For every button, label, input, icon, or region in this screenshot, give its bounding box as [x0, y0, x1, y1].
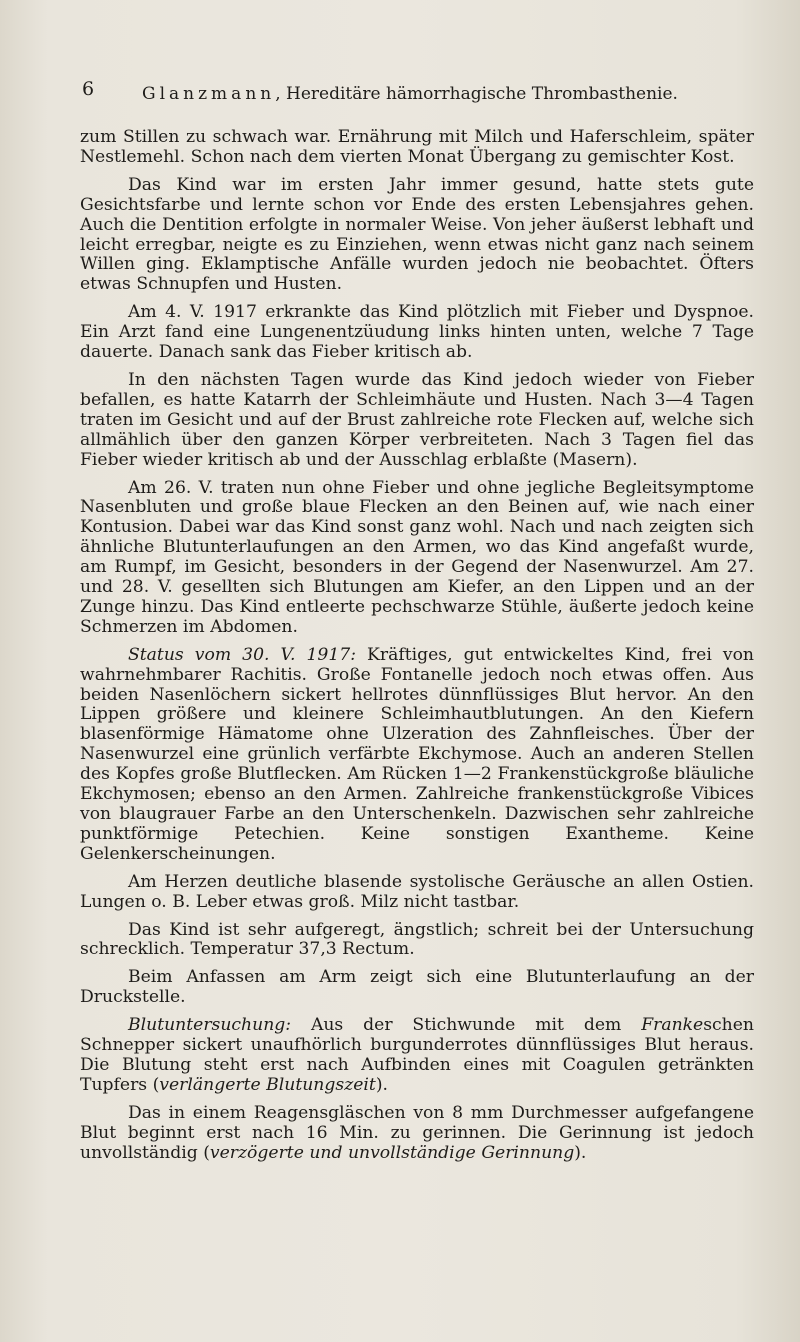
italic-term: verlängerte Blutungszeit — [159, 1074, 376, 1095]
status-paragraph: Status vom 30. V. 1917: Kräftiges, gut entwickeltes Kind, frei von wahrnehmbarer Rachitis. Große Fontanelle jedoch noch etwas offen. Aus beiden Nasenlöchern sickert hellrotes dünnflüssiges Blut hervor. An den Lippen größere und kleinere Schleimhautblutungen. An den Kiefern blasenförmige Hämatome ohne Ulzeration des Zahnfleisches. Über der Nasenwurzel eine grünlich verfärbte Ekchymose. Auch an anderen Stellen des Kopfes große Blutflecken. Am Rücken 1—2 Frankenstückgroße bläuliche Ekchymosen; ebenso an den Armen. Zahlreiche frankenstückgroße Vibices von blaugrauer Farbe an den Unterschenkeln. Dazwischen sehr zahlreiche punktförmige Petechien. Keine sonstigen Exantheme. Keine Gelenkerscheinungen. — [80, 644, 754, 864]
paragraph: Am 26. V. traten nun ohne Fieber und ohne jegliche Begleitsymptome Nasenbluten und große blaue Flecken an den Beinen auf, wie nach einer Kontusion. Dabei war das Kind sonst ganz wohl. Nach und nach zeigten sich ähnliche Blutunterlaufungen an den Armen, wo das Kind angefaßt wurde, am Rumpf, im Gesicht, besonders in der Gegend der Nasenwurzel. Am 27. und 28. V. gesellten sich Blutungen am Kiefer, an den Lippen und an der Zunge hinzu. Das Kind entleerte pechschwarze Stühle, äußerte jedoch keine Schmerzen im Abdomen. — [80, 477, 754, 637]
blood-exam-heading: Blutuntersuchung: — [128, 1015, 292, 1036]
italic-term: verzögerte und unvollständige Gerinnung — [209, 1142, 575, 1163]
paragraph: Am Herzen deutliche blasende systolische Geräusche an allen Ostien. Lungen o. B. Leber etwas groß. Milz nicht tastbar. — [80, 871, 754, 912]
page-number: 6 — [82, 78, 95, 100]
paragraph: Das Kind ist sehr aufgeregt, ängstlich; schreit bei der Untersuchung schrecklich. Temperatur 37,3 Rectum. — [80, 919, 754, 960]
body-text — [80, 128, 754, 1172]
paragraph: Das Kind war im ersten Jahr immer gesund, hatte stets gute Gesichtsfarbe und lernte schon vor Ende des ersten Lebensjahres gehen. Auch die Dentition erfolgte in normaler Weise. Von jeher äußerst lebhaft und leicht erregbar, neigte es zu Einziehen, wenn etwas nicht ganz nach seinem Willen ging. Eklamptische Anfälle wurden jedoch nie beobachtet. Öfters etwas Schnupfen und Husten. — [80, 174, 754, 295]
author-name: Glanzmann — [142, 84, 276, 104]
blood-exam-paragraph: Blutuntersuchung: Aus der Stichwunde mit dem Frankeschen Schnepper sickert unaufhörlich burgunderrotes dünnflüssiges Blut heraus. Die Blutung steht erst nach Aufbinden eines mit Coagulen getränkten Tupfers (verlängerte Blutungszeit). — [80, 1015, 754, 1095]
status-heading: Status vom 30. V. 1917: — [128, 644, 356, 665]
paragraph: zum Stillen zu schwach war. Ernährung mit Milch und Haferschleim, später Nestlemehl. Schon nach dem vierten Monat Übergang zu gemischter Kost. — [80, 127, 754, 167]
article-title: , Hereditäre hämorrhagische Thrombasthenie. — [275, 84, 678, 104]
paragraph: Beim Anfassen am Arm zeigt sich eine Blutunterlaufung an der Druckstelle. — [80, 967, 754, 1008]
running-header — [82, 78, 702, 114]
paragraph: Am 4. V. 1917 erkrankte das Kind plötzlich mit Fieber und Dyspnoe. Ein Arzt fand eine Lungenentzüudung links hinten unten, welche 7 Tage dauerte. Danach sank das Fieber kritisch ab. — [80, 302, 754, 363]
paragraph: Das in einem Reagensgläschen von 8 mm Durchmesser aufgefangene Blut beginnt erst nach 16 Min. zu gerinnen. Die Gerinnung ist jedoch unvollständig (verzögerte und unvollständige Gerinnung). — [80, 1102, 754, 1163]
paragraph: In den nächsten Tagen wurde das Kind jedoch wieder von Fieber befallen, es hatte Katarrh der Schleimhäute und Husten. Nach 3—4 Tagen traten im Gesicht und auf der Brust zahlreiche rote Flecken auf, welche sich allmählich über den ganzen Körper verbreiteten. Nach 3 Tagen fiel das Fieber wieder kritisch ab und der Ausschlag erblaßte (Masern). — [80, 369, 754, 470]
running-title — [142, 84, 678, 104]
person-name: Franke — [641, 1015, 704, 1036]
